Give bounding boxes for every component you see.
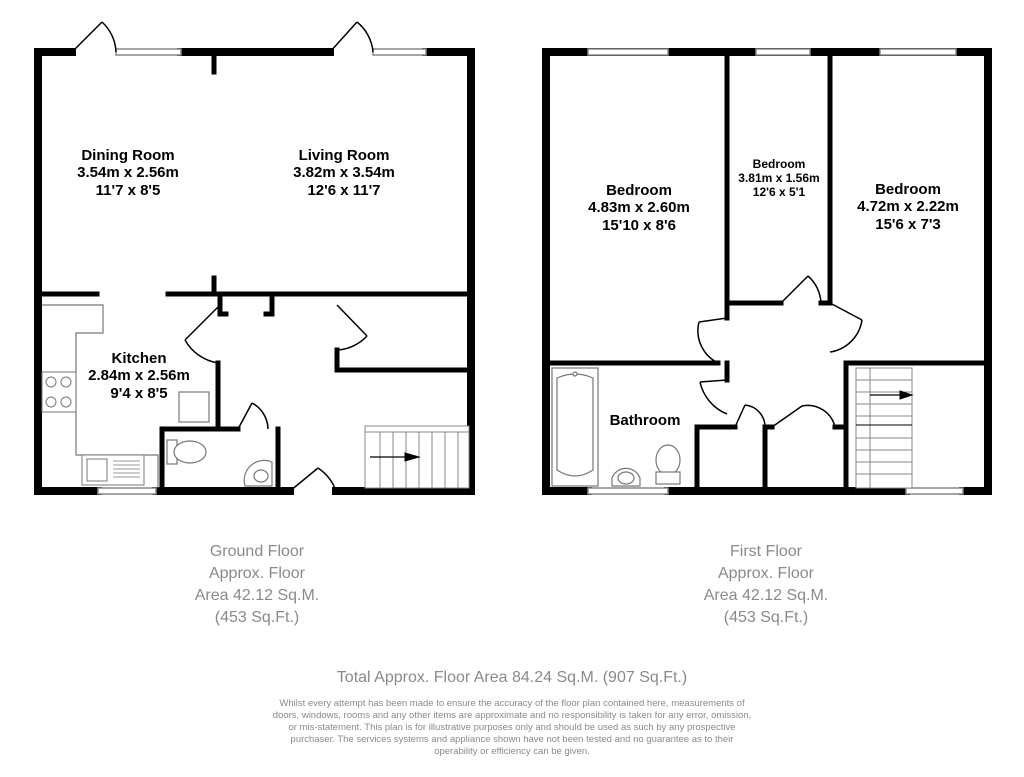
dining-room-imperial: 11'7 x 8'5 <box>95 181 161 199</box>
bathroom-label <box>600 412 690 429</box>
ground-floor-caption-line1: Ground Floor <box>209 543 305 560</box>
total-floor-area: Total Approx. Floor Area 84.24 Sq.M. (907 Sq.Ft.) <box>336 669 688 686</box>
living-room-name: Living Room <box>298 147 390 164</box>
bathroom-name: Bathroom <box>609 412 681 429</box>
ground-floor-caption-line2: Approx. Floor <box>208 565 306 582</box>
bathroom-toilet <box>656 445 680 484</box>
bathroom-basin <box>612 468 640 486</box>
first-floor-stairs <box>856 368 912 488</box>
kitchen-hob <box>42 372 76 412</box>
ground-floor-stairs <box>365 426 469 488</box>
bedroom-1-label <box>570 182 708 234</box>
ground-floor-outer-walls <box>38 52 471 491</box>
disclaimer-text: Whilst every attempt has been made to ensure the accuracy of the floor plan contained here, measurements of doors, windows, rooms and any other items are approximate and no responsibility is taken for any error, omission, or mis-statement. This plan is for illustrative purposes only and should be used as such by any prospective purchaser. The services systems and appliance shown have not been tested and no guarantee as to their operability or efficiency can be given. <box>272 698 752 757</box>
first-floor-caption <box>666 541 866 629</box>
dining-room-name: Dining Room <box>81 147 175 164</box>
bedroom-3-label <box>838 181 978 233</box>
living-room-imperial: 12'6 x 11'7 <box>307 181 381 199</box>
ground-floor-caption-line4: (453 Sq.Ft.) <box>214 609 300 626</box>
kitchen-metric: 2.84m x 2.56m <box>88 367 190 385</box>
bathroom-bath <box>552 368 598 486</box>
cloakroom-basin <box>244 460 272 486</box>
first-floor-caption-line2: Approx. Floor <box>717 565 815 582</box>
bedroom-2-metric: 3.81m x 1.56m <box>738 170 820 185</box>
ground-floor-caption-line3: Area 42.12 Sq.M. <box>194 587 320 604</box>
living-room-metric: 3.82m x 3.54m <box>293 164 395 182</box>
bedroom-3-metric: 4.72m x 2.22m <box>857 198 959 216</box>
bedroom-3-name: Bedroom <box>875 181 941 198</box>
bedroom-1-name: Bedroom <box>606 182 672 199</box>
kitchen-name: Kitchen <box>111 350 167 367</box>
cloakroom-toilet <box>167 440 206 464</box>
first-floor-caption-line3: Area 42.12 Sq.M. <box>703 587 829 604</box>
first-floor-caption-line1: First Floor <box>730 543 802 560</box>
dining-room-metric: 3.54m x 2.56m <box>77 164 179 182</box>
ground-floor-plan <box>38 22 471 494</box>
first-floor-caption-line4: (453 Sq.Ft.) <box>723 609 809 626</box>
bedroom-2-imperial: 12'6 x 5'1 <box>752 184 806 199</box>
bedroom-3-imperial: 15'6 x 7'3 <box>875 215 941 233</box>
bedroom-1-metric: 4.83m x 2.60m <box>588 199 690 217</box>
kitchen-label <box>74 350 204 402</box>
bedroom-2-name: Bedroom <box>752 157 806 171</box>
first-floor-interior-doors <box>698 276 862 427</box>
bedroom-1-imperial: 15'10 x 8'6 <box>602 216 676 234</box>
ground-floor-patio-doors <box>72 22 373 52</box>
living-room-label <box>274 147 414 199</box>
kitchen-imperial: 9'4 x 8'5 <box>110 384 168 402</box>
ground-floor-caption <box>157 541 357 629</box>
bedroom-2-label <box>730 158 828 199</box>
dining-room-label <box>58 147 198 199</box>
kitchen-sink <box>82 455 144 485</box>
